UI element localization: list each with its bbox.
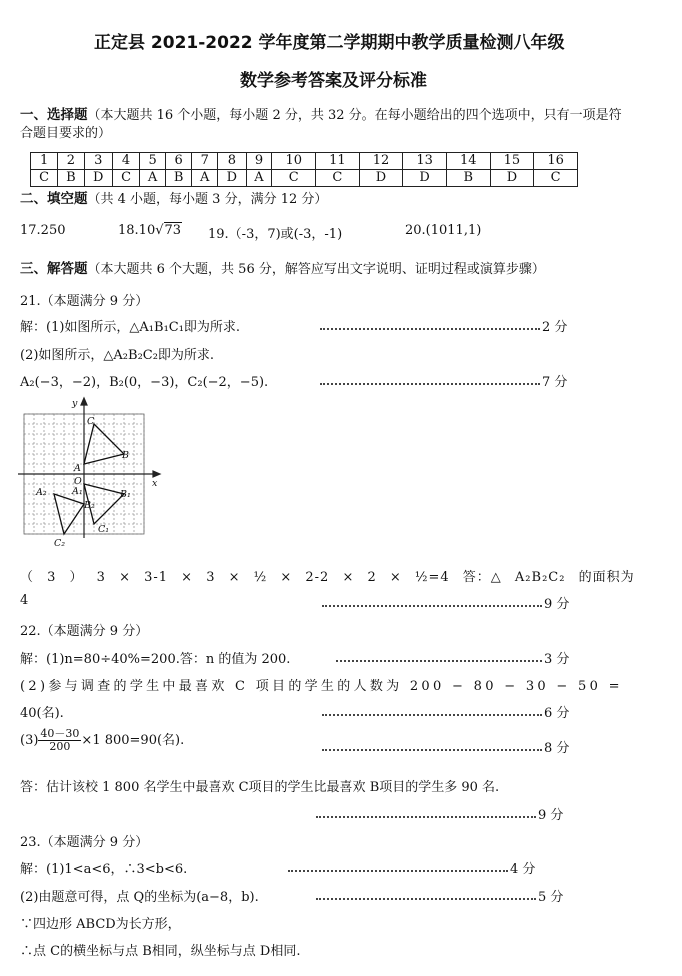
graph-label-x: x (152, 478, 158, 489)
graph-label-c2: C₂ (54, 538, 66, 549)
q21-line3: A₂(−3，−2)，B₂(0，−3)，C₂(−2，−5). (20, 375, 269, 390)
section-3-note: （本大题共 6 个大题，共 56 分，解答应写出文字说明、证明过程或演算步骤） (87, 262, 545, 277)
graph-label-c: C (87, 416, 95, 427)
answer-table (30, 152, 578, 187)
graph-label-a: A (74, 463, 81, 474)
graph-label-a1: A₁ (72, 486, 83, 497)
q21-line4: （ 3 ） 3 × 3-1 × 3 × ½ × 2-2 × 2 × ½=4 答：△ A₂B₂C₂ 的面积为 (20, 570, 635, 585)
q23-line4: ∴点 C的横坐标与点 B相同，纵坐标与点 D相同. (20, 944, 301, 959)
q21-heading: 21.（本题满分 9 分） (20, 294, 149, 309)
coordinate-graph (16, 396, 168, 550)
q-answer: A (140, 170, 166, 187)
answer-table-numbers (31, 153, 578, 170)
fill-answer-20: 20.(1011,1) (405, 223, 482, 238)
graph-label-o: O (74, 476, 82, 487)
score-mark: 3 分 (544, 652, 570, 667)
q-number: 6 (166, 153, 192, 170)
fill-answer-17: 17.250 (20, 223, 66, 238)
q22-line2: (2)参与调查的学生中最喜欢 C 项目的学生的人数为 200 − 80 − 30 − 50 = (20, 679, 623, 694)
q21-line1: 解：(1)如图所示，△A₁B₁C₁即为所求. (20, 320, 241, 335)
section-1-note: （本大题共 16 个小题，每小题 2 分，共 32 分。在每小题给出的四个选项中，只有一项是符 (87, 108, 622, 123)
q-number: 1 (31, 153, 58, 170)
q-number: 15 (490, 153, 534, 170)
q-answer: B (166, 170, 192, 187)
q-answer: D (490, 170, 534, 187)
q-number: 8 (218, 153, 246, 170)
score-mark: 4 分 (510, 862, 536, 877)
q-answer: A (192, 170, 218, 187)
q21-line2: (2)如图所示，△A₂B₂C₂即为所求. (20, 348, 215, 363)
q22-heading: 22.（本题满分 9 分） (20, 624, 149, 639)
score-leader (322, 714, 542, 716)
q-number: 16 (534, 153, 578, 170)
section-2-note: （共 4 小题，每小题 3 分，满分 12 分） (87, 192, 328, 207)
score-mark: 8 分 (544, 741, 570, 756)
score-leader (316, 816, 536, 818)
fill-answer-18: 18.10√73 (118, 223, 182, 238)
score-mark: 2 分 (542, 320, 568, 335)
score-leader (322, 749, 542, 751)
score-mark: 7 分 (542, 375, 568, 390)
score-mark: 5 分 (538, 890, 564, 905)
q22-line2-cont: 40(名). (20, 706, 64, 721)
q-number: 3 (84, 153, 112, 170)
q-answer: D (218, 170, 246, 187)
score-mark: 9 分 (538, 808, 564, 823)
score-leader (288, 870, 508, 872)
q-answer: C (272, 170, 316, 187)
q-number: 5 (140, 153, 166, 170)
q-number: 12 (359, 153, 403, 170)
q-answer: D (84, 170, 112, 187)
section-1-note-cont: 合题目要求的） (20, 126, 112, 141)
graph-label-a2: A₂ (36, 487, 47, 498)
graph-label-b1: B₁ (120, 489, 131, 500)
q21-line4-cont: 4 (20, 593, 29, 608)
q23-line2: (2)由题意可得，点 Q的坐标为(a−8，b). (20, 890, 259, 905)
graph-label-c1: C₁ (98, 524, 110, 535)
q-number: 7 (192, 153, 218, 170)
score-mark: 6 分 (544, 706, 570, 721)
q-number: 14 (446, 153, 490, 170)
answer-table-answers (31, 170, 578, 187)
q-answer: C (31, 170, 58, 187)
score-leader (336, 660, 542, 662)
section-1-heading: 一、选择题（本大题共 16 个小题，每小题 2 分，共 32 分。在每小题给出的四个选项中，只有一项是符 (20, 107, 622, 123)
score-leader (320, 328, 540, 330)
graph-label-b: B (122, 450, 129, 461)
section-2-heading: 二、填空题（共 4 小题，每小题 3 分，满分 12 分） (20, 191, 328, 207)
fraction: $\frac{40-30}{200}$ (40, 727, 80, 753)
q-number: 11 (316, 153, 360, 170)
q-number: 4 (112, 153, 139, 170)
score-leader (322, 605, 542, 607)
q-answer: B (58, 170, 84, 187)
score-leader (320, 383, 540, 385)
q-answer: C (534, 170, 578, 187)
graph-label-b2: B₂ (84, 500, 95, 511)
q-answer: B (446, 170, 490, 187)
q-answer: A (246, 170, 272, 187)
score-mark: 9 分 (544, 597, 570, 612)
q-number: 10 (272, 153, 316, 170)
q-answer: D (403, 170, 447, 187)
q23-line1: 解：(1)1<a<6，∴3<b<6. (20, 862, 188, 877)
q22-line3: (3) $\frac{40-30}{200}$ ×1 800=90(名). (20, 727, 185, 753)
q-answer: C (316, 170, 360, 187)
q22-line4: 答：估计该校 1 800 名学生中最喜欢 C项目的学生比最喜欢 B项目的学生多 90 名. (20, 780, 500, 795)
fill-answer-19: 19.（-3，7)或(-3，-1) (208, 227, 343, 242)
doc-subtitle: 数学参考答案及评分标准 (240, 71, 427, 91)
q-answer: C (112, 170, 139, 187)
doc-title: 正定县 2021-2022 学年度第二学期期中教学质量检测八年级 (94, 33, 565, 53)
q-number: 13 (403, 153, 447, 170)
q22-line1: 解：(1)n=80÷40%=200.答：n 的值为 200. (20, 652, 291, 667)
q-number: 9 (246, 153, 272, 170)
q23-heading: 23.（本题满分 9 分） (20, 835, 149, 850)
q-answer: D (359, 170, 403, 187)
section-3-heading: 三、解答题（本大题共 6 个大题，共 56 分，解答应写出文字说明、证明过程或演算步骤） (20, 261, 545, 277)
q-number: 2 (58, 153, 84, 170)
score-leader (316, 898, 536, 900)
q23-line3: ∵四边形 ABCD为长方形， (20, 917, 181, 932)
graph-label-y: y (72, 398, 78, 409)
